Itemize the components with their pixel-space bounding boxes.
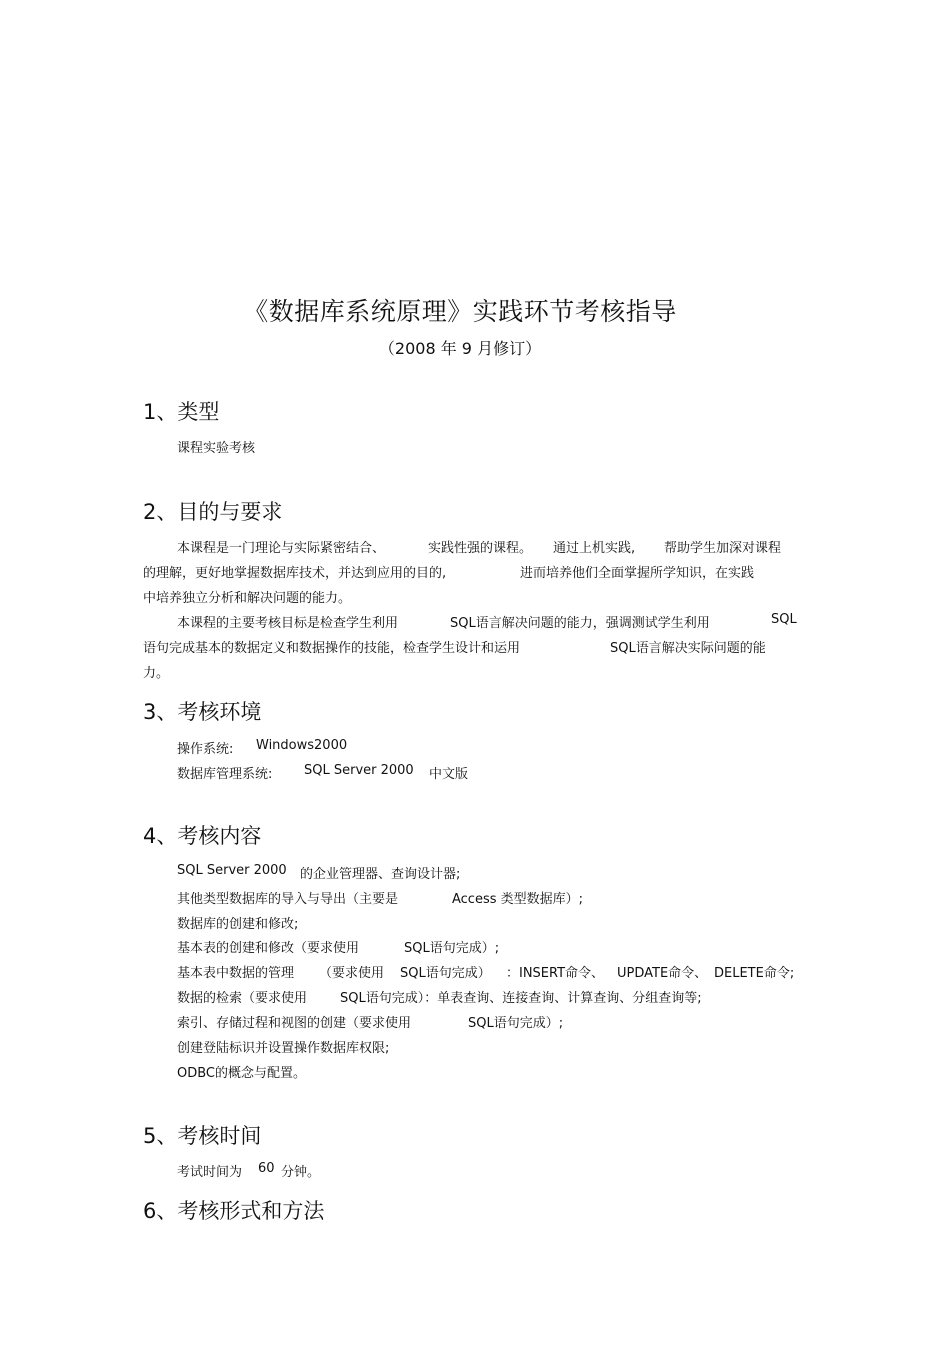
goal-text: 本课程的主要考核目标是检查学生利用 xyxy=(177,616,399,631)
revision-date: （2008 年 9 月修订） xyxy=(378,339,542,358)
content-item: UPDATE命令、 xyxy=(617,966,708,981)
section-heading-format: 6、考核形式和方法 xyxy=(143,1199,325,1223)
purpose-text: 通过上机实践, xyxy=(553,541,636,556)
time-text: 分钟。 xyxy=(281,1165,321,1180)
section-heading-purpose: 2、目的与要求 xyxy=(143,500,283,524)
time-text: 考试时间为 xyxy=(177,1165,243,1180)
purpose-text: 实践性强的课程。 xyxy=(428,541,533,556)
content-item: Access 类型数据库）; xyxy=(452,892,584,907)
content-item: DELETE命令; xyxy=(714,966,795,981)
content-item: 数据库的创建和修改; xyxy=(177,917,299,932)
env-dbms-value: SQL Server 2000 xyxy=(304,763,414,778)
goal-text: 力。 xyxy=(143,666,170,681)
env-dbms-label: 数据库管理系统: xyxy=(177,767,273,782)
content-item: SQL语句完成）; xyxy=(404,941,500,956)
content-item: ODBC的概念与配置。 xyxy=(177,1066,307,1081)
content-item: SQL语句完成）; xyxy=(468,1016,564,1031)
content-item: SQL语句完成） xyxy=(400,966,491,981)
content-item: 基本表中数据的管理 xyxy=(177,966,295,981)
purpose-text: 的理解，更好地掌握数据库技术，并达到应用的目的, xyxy=(143,566,447,581)
section-heading-type: 1、类型 xyxy=(143,400,220,424)
content-item: SQL Server 2000 xyxy=(177,863,287,878)
env-dbms-edition: 中文版 xyxy=(429,767,469,782)
content-item: 索引、存储过程和视图的创建（要求使用 xyxy=(177,1016,412,1031)
content-item: ：INSERT命令、 xyxy=(506,966,605,981)
content-item: 数据的检索（要求使用 xyxy=(177,991,308,1006)
purpose-text: 进而培养他们全面掌握所学知识，在实践 xyxy=(520,566,755,581)
goal-text: 语句完成基本的数据定义和数据操作的技能，检查学生设计和运用 xyxy=(143,641,521,656)
time-value: 60 xyxy=(258,1161,275,1176)
purpose-text: 帮助学生加深对课程 xyxy=(664,541,782,556)
purpose-text: 本课程是一门理论与实际紧密结合、 xyxy=(177,541,386,556)
goal-text: SQL语言解决问题的能力，强调测试学生利用 xyxy=(450,616,710,631)
purpose-text: 中培养独立分析和解决问题的能力。 xyxy=(143,591,352,606)
content-item: 创建登陆标识并设置操作数据库权限; xyxy=(177,1041,390,1056)
section-heading-time: 5、考核时间 xyxy=(143,1124,262,1148)
content-item: 基本表的创建和修改（要求使用 xyxy=(177,941,360,956)
content-item: SQL语句完成）：单表查询、连接查询、计算查询、分组查询等; xyxy=(340,991,702,1006)
content-item: 的企业管理器、查询设计器; xyxy=(300,867,461,882)
env-os-label: 操作系统: xyxy=(177,742,234,757)
section-heading-environment: 3、考核环境 xyxy=(143,700,262,724)
env-os-value: Windows2000 xyxy=(256,738,348,753)
goal-text: SQL语言解决实际问题的能 xyxy=(610,641,766,656)
content-item: 其他类型数据库的导入与导出（主要是 xyxy=(177,892,399,907)
section-heading-content: 4、考核内容 xyxy=(143,824,262,848)
goal-text: SQL xyxy=(771,612,797,627)
type-text: 课程实验考核 xyxy=(177,441,256,456)
document-title: 《数据库系统原理》实践环节考核指导 xyxy=(243,297,677,326)
content-item: （要求使用 xyxy=(319,966,385,981)
